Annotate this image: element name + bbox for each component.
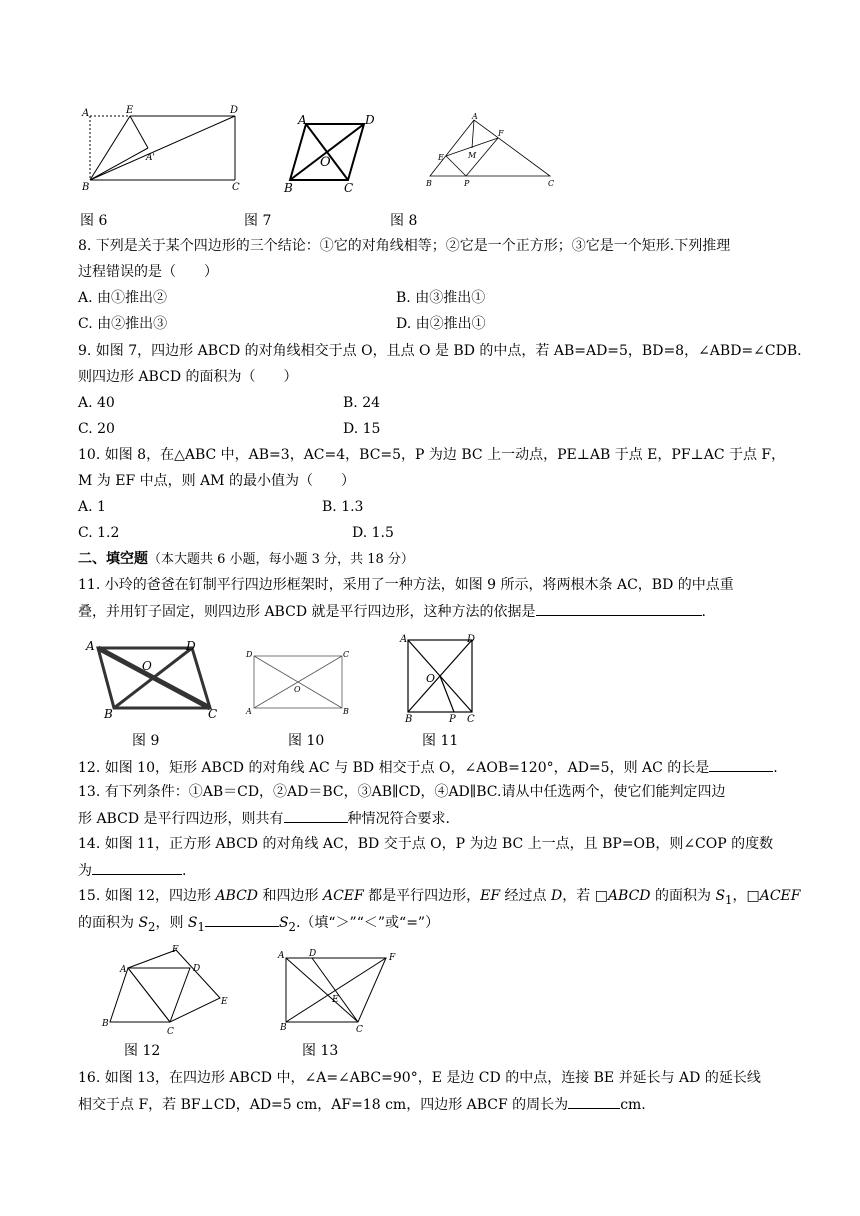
fig8-label-m: M [468, 151, 477, 160]
fig9-label-d: D [186, 639, 196, 653]
section2-title: 二、填空题 [78, 551, 148, 567]
q15-t7: ，□ [732, 888, 760, 904]
q13-line1: 13. 有下列条件：①AB＝CD，②AD＝BC，③AB∥CD，④AD∥BC.请从中任选两个，使它们能判定四边 [78, 784, 726, 800]
q10-option-b: B. 1.3 [322, 499, 364, 515]
q16-answer-blank[interactable] [568, 1094, 620, 1109]
q15-t2: 和四边形 [258, 888, 323, 904]
q11-answer-blank[interactable] [536, 601, 702, 616]
fig7-label-b: B [284, 181, 293, 195]
fig13-label-c: C [356, 1025, 363, 1035]
q10-option-a: A. 1 [78, 499, 106, 515]
fig8-label-c: C [548, 179, 555, 188]
q13-line2b: 种情况符合要求. [347, 811, 450, 827]
q15-line1 [78, 886, 800, 910]
q15-s1b: S [187, 915, 198, 931]
fig8-label-e: E [438, 153, 444, 162]
q15-acef: ACEF [322, 888, 364, 904]
q14-answer-blank[interactable] [92, 860, 182, 875]
figure-6 [80, 104, 250, 194]
q15-answer-blank[interactable] [205, 912, 279, 927]
fig10-label-c: C [343, 650, 350, 659]
q16-line2a: 相交于点 F，若 BF⊥CD，AD=5 cm，AF=18 cm，四边形 ABCF 的周长为 [78, 1097, 569, 1113]
fig6-label-d: D [230, 105, 239, 116]
caption-fig13: 图 13 [302, 1043, 339, 1059]
q15-sub1b: 1 [197, 919, 205, 934]
caption-fig10: 图 10 [288, 733, 325, 749]
q15-acef2: ACEF [759, 888, 801, 904]
q10-option-c: C. 1.2 [78, 525, 120, 541]
figure-10 [244, 648, 354, 718]
section2-heading [78, 549, 414, 570]
q16-line1: 16. 如图 13，在四边形 ABCD 中，∠A=∠ABC=90°，E 是边 CD 的中点，连接 BE 并延长与 AD 的延长线 [78, 1070, 761, 1086]
fig6-label-a1: A' [146, 153, 155, 163]
fig8-label-a: A [472, 112, 478, 121]
q9-option-c: C. 20 [78, 421, 115, 437]
q8-line2: 过程错误的是（ ） [78, 264, 218, 280]
q8-option-a: A. 由①推出② [78, 290, 168, 306]
fig12-label-a: A [120, 965, 127, 975]
section2-note: （本大题共 6 小题，每小题 3 分，共 18 分） [148, 552, 414, 567]
figure-7 [282, 110, 382, 196]
q12-text: 12. 如图 10，矩形 ABCD 的对角线 AC 与 BD 相交于点 O，∠AOB=120°，AD=5，则 AC 的长是 [78, 760, 710, 776]
q8-option-d: D. 由②推出① [396, 316, 486, 332]
q13-line2a: 形 ABCD 是平行四边形，则共有 [78, 811, 284, 827]
q9-line2: 则四边形 ABCD 的面积为（ ） [78, 369, 298, 385]
fig11-label-b: B [405, 714, 413, 725]
q9-option-d: D. 15 [343, 421, 381, 437]
q15-sub1: 1 [725, 892, 733, 907]
caption-fig11: 图 11 [422, 733, 459, 749]
fig7-label-o: O [320, 155, 331, 170]
q15-t5: ，若 □ [562, 888, 608, 904]
caption-fig12: 图 12 [124, 1043, 161, 1059]
q15-t4: 经过点 [500, 888, 552, 904]
fig9-label-b: B [104, 707, 113, 721]
q15-s2b: S [278, 915, 289, 931]
q15-t6: 的面积为 [650, 888, 716, 904]
q15-sub2: 2 [148, 919, 156, 934]
caption-fig6: 图 6 [80, 213, 108, 229]
fig13-label-d: D [309, 949, 317, 959]
q15-line2 [78, 912, 439, 937]
q15-abcd2: ABCD [607, 888, 651, 904]
figure-12 [100, 944, 240, 1037]
q15-s2: S [138, 915, 149, 931]
q15-abcd: ABCD [215, 888, 259, 904]
q16-line2 [78, 1094, 646, 1115]
caption-fig7: 图 7 [244, 213, 272, 229]
figure-8 [420, 110, 560, 190]
fig11-label-c: C [467, 714, 475, 725]
fig12-label-d: D [193, 964, 201, 974]
fig7-label-c: C [344, 181, 354, 195]
q8-option-c: C. 由②推出③ [78, 316, 168, 332]
fig12-label-e: E [221, 997, 228, 1007]
caption-fig9: 图 9 [132, 733, 160, 749]
fig9-label-a: A [86, 639, 95, 653]
q8-option-b: B. 由③推出① [396, 290, 486, 306]
q15-t8: 的面积为 [78, 915, 139, 931]
q15-d: D [551, 888, 563, 904]
fig6-label-e: E [126, 105, 134, 116]
q13-line2 [78, 808, 450, 829]
fig9-label-o: O [142, 659, 152, 673]
q14-line2-text: 为 [78, 863, 92, 879]
fig12-label-b: B [102, 1019, 109, 1029]
fig13-label-a: A [278, 951, 285, 961]
figure-11 [400, 634, 490, 724]
q9-option-a: A. 40 [78, 395, 115, 411]
fig13-label-b: B [280, 1023, 287, 1033]
fig10-label-a: A [246, 707, 252, 716]
fig8-label-p: P [464, 179, 470, 188]
fig11-label-o: O [426, 672, 436, 685]
fig11-label-d: D [467, 634, 476, 645]
figure-9 [84, 638, 224, 722]
fig11-label-p: P [449, 714, 456, 725]
fig6-label-b: B [82, 182, 90, 193]
fig9-label-c: C [208, 707, 218, 721]
figure-13 [276, 946, 406, 1035]
q15-s1: S [715, 888, 726, 904]
q12-line1: 12. 如图 10，矩形 ABCD 的对角线 AC 与 BD 相交于点 O，∠AOB=120°，AD=5，则 AC 的长是 . [78, 757, 778, 778]
q15-t10: .（填“＞”“＜”或“=”） [295, 915, 440, 931]
fig10-label-d: D [246, 650, 253, 659]
q11-line2: 叠，并用钉子固定，则四边形 ABCD 就是平行四边形，这种方法的依据是 . [78, 601, 706, 622]
q10-line2: M 为 EF 中点，则 AM 的最小值为（ ） [78, 473, 355, 489]
q10-line1: 10. 如图 8，在△ABC 中，AB=3，AC=4，BC=5，P 为边 BC 上一动点，PE⊥AB 于点 E，PF⊥AC 于点 F， [78, 447, 786, 463]
q13-answer-blank[interactable] [284, 808, 348, 823]
caption-fig8: 图 8 [390, 213, 418, 229]
fig13-label-f: F [389, 953, 396, 963]
fig11-label-a: A [400, 634, 408, 645]
fig8-label-b: B [426, 179, 432, 188]
q14-line2: 为 . [78, 860, 186, 881]
q14-line1: 14. 如图 11，正方形 ABCD 的对角线 AC，BD 交于点 O，P 为边 BC 上一点，且 BP=OB，则∠COP 的度数 [78, 836, 774, 852]
fig7-label-d: D [365, 113, 375, 127]
fig13-label-e: E [332, 995, 339, 1005]
q8-line1: 8. 下列是关于某个四边形的三个结论：①它的对角线相等；②它是一个正方形；③它是一个矩形.下列推理 [78, 238, 731, 254]
q15-ef: EF [480, 888, 501, 904]
q10-option-d: D. 1.5 [352, 525, 394, 541]
q15-t9: ，则 [155, 915, 188, 931]
fig8-label-f: F [498, 129, 504, 138]
q15-t1: 15. 如图 12，四边形 [78, 888, 216, 904]
fig6-label-c: C [232, 182, 240, 193]
q11-line1: 11. 小玲的爸爸在钉制平行四边形框架时，采用了一种方法，如图 9 所示，将两根木条 AC，BD 的中点重 [78, 577, 734, 593]
q15-sub2b: 2 [288, 919, 296, 934]
fig10-label-o: O [294, 685, 301, 694]
q9-option-b: B. 24 [343, 395, 381, 411]
fig12-label-f: F [172, 945, 179, 955]
q16-line2b: cm. [620, 1097, 646, 1113]
fig10-label-b: B [343, 707, 349, 716]
fig6-label-a: A [82, 108, 90, 119]
q15-t3: 都是平行四边形， [363, 888, 481, 904]
fig12-label-c: C [167, 1027, 174, 1037]
q12-answer-blank[interactable] [709, 757, 773, 772]
q9-line1: 9. 如图 7，四边形 ABCD 的对角线相交于点 O，且点 O 是 BD 的中点，若 AB=AD=5，BD=8，∠ABD=∠CDB. [78, 343, 802, 359]
fig7-label-a: A [298, 113, 307, 127]
q11-line2-text: 叠，并用钉子固定，则四边形 ABCD 就是平行四边形，这种方法的依据是 [78, 604, 536, 620]
